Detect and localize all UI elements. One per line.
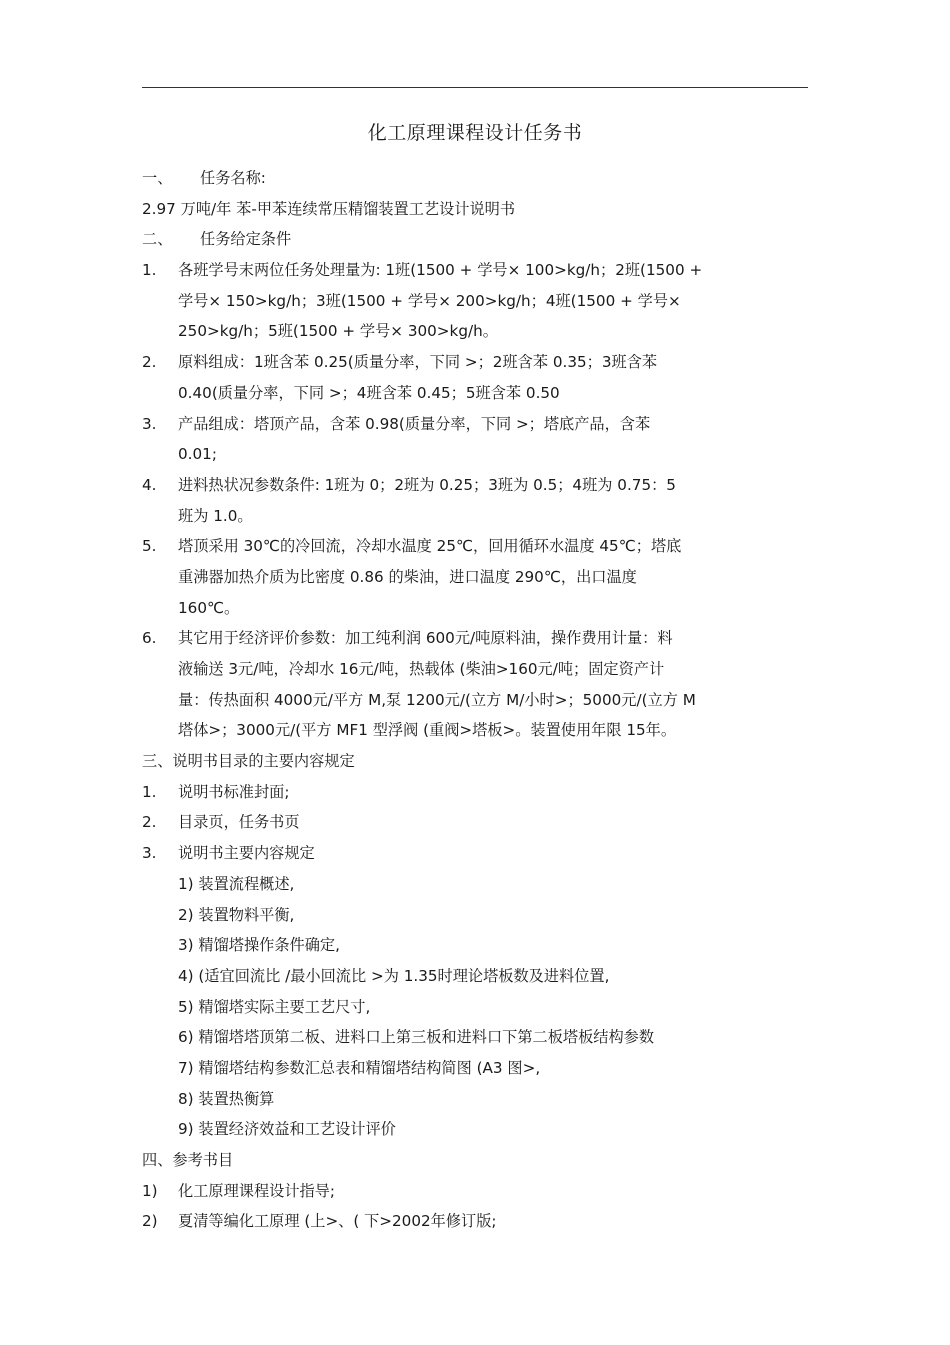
item-text-line: 塔体>；3000元/(平方 MF1 型浮阀 (重阀>塔板>。装置使用年限 15年。 [178,721,677,740]
section-title: 四、参考书目 [142,1151,234,1169]
condition-item-continued [142,286,797,317]
subitem-text: 7) 精馏塔结构参数汇总表和精馏塔结构简图 (A3 图>, [178,1058,541,1077]
toc-subitem [142,992,797,1023]
condition-item-continued [142,378,797,409]
toc-subitem [142,869,797,900]
item-number: 5. [142,537,157,556]
condition-item [142,531,797,562]
item-number: 1) [142,1181,158,1200]
item-text-line: 原料组成：1班含苯 0.25(质量分率，下同 >；2班含苯 0.35；3班含苯 [178,353,658,372]
section-heading-4 [142,1145,797,1176]
item-text-line: 量：传热面积 4000元/平方 M,泵 1200元/(立方 M/小时>；5000元/(立方 M [178,690,696,709]
item-text: 化工原理课程设计指导; [178,1181,335,1200]
subitem-text: 9) 装置经济效益和工艺设计评价 [178,1120,396,1139]
item-number: 4. [142,475,157,494]
toc-item [142,777,797,808]
section-number: 二、 [142,230,173,249]
item-text-line: 液输送 3元/吨，冷却水 16元/吨，热载体 (柴油>160元/吨；固定资产计 [178,660,665,678]
item-text-line: 160℃。 [178,598,240,617]
document-body [142,163,797,1237]
condition-item-continued [142,316,797,347]
toc-subitem [142,1022,797,1053]
condition-item-continued [142,501,797,532]
subitem-text: 1) 装置流程概述, [178,874,295,893]
item-number: 6. [142,629,157,648]
item-text-line: 学号× 150>kg/h；3班(1500 + 学号× 200>kg/h；4班(1500 + 学号× [178,291,681,310]
section-heading-1 [142,163,797,194]
item-text: 夏清等编化工原理 (上>、( 下>2002年修订版; [178,1212,497,1231]
subitem-text: 5) 精馏塔实际主要工艺尺寸, [178,997,371,1016]
document-title: 化工原理课程设计任务书 [367,122,583,144]
condition-item [142,347,797,378]
item-number: 3. [142,414,157,433]
condition-item-continued [142,593,797,624]
item-text-line: 塔顶采用 30℃的冷回流，冷却水温度 25℃，回用循环水温度 45℃；塔底 [178,537,682,556]
condition-item-continued [142,685,797,716]
subitem-text: 4) (适宜回流比 /最小回流比 >为 1.35时理论塔板数及进料位置, [178,966,610,985]
item-number: 1. [142,261,157,280]
item-text-line: 0.40(质量分率，下同 >；4班含苯 0.45；5班含苯 0.50 [178,383,560,402]
item-number: 2) [142,1212,158,1231]
condition-item-continued [142,654,797,685]
subitem-text: 2) 装置物料平衡, [178,905,295,924]
section-number: 一、 [142,169,173,187]
item-text-line: 进料热状况参数条件: 1班为 0；2班为 0.25；3班为 0.5；4班为 0.75：5 [178,475,676,494]
item-number: 2. [142,813,157,832]
top-rule [142,87,808,88]
section-title: 任务给定条件 [200,230,292,249]
section-heading-2 [142,224,797,255]
item-text: 目录页，任务书页 [178,813,300,832]
item-text-line: 各班学号末两位任务处理量为: 1班(1500 + 学号× 100>kg/h；2班(1500 + [178,261,703,280]
toc-subitem [142,1084,797,1115]
reference-item [142,1176,797,1207]
item-text-line: 班为 1.0。 [178,506,253,525]
item-text-line: 0.01; [178,445,217,464]
section-heading-3 [142,746,797,777]
item-text-line: 250>kg/h；5班(1500 + 学号× 300>kg/h。 [178,322,498,341]
toc-subitem [142,1114,797,1145]
item-text-line: 重沸器加热介质为比密度 0.86 的柴油，进口温度 290℃，出口温度 [178,567,637,586]
condition-item [142,623,797,654]
toc-subitem [142,961,797,992]
subitem-text: 6) 精馏塔塔顶第二板、进料口上第三板和进料口下第二板塔板结构参数 [178,1028,655,1047]
subitem-text: 3) 精馏塔操作条件确定, [178,936,340,955]
reference-item [142,1206,797,1237]
task-name [142,194,797,225]
item-number: 2. [142,353,157,372]
condition-item-continued [142,562,797,593]
item-number: 3. [142,844,157,863]
item-text-line: 产品组成：塔顶产品，含苯 0.98(质量分率，下同 >；塔底产品，含苯 [178,414,651,433]
condition-item-continued [142,715,797,746]
condition-item [142,255,797,286]
toc-subitem [142,1053,797,1084]
toc-subitem [142,900,797,931]
item-text: 说明书标准封面; [178,782,290,801]
toc-subitem [142,930,797,961]
item-number: 1. [142,782,157,801]
section-title: 三、说明书目录的主要内容规定 [142,752,355,771]
subitem-text: 8) 装置热衡算 [178,1089,275,1108]
condition-item [142,470,797,501]
item-text-line: 其它用于经济评价参数：加工纯利润 600元/吨原料油，操作费用计量：料 [178,629,673,648]
task-name-text: 2.97 万吨/年 苯-甲苯连续常压精馏装置工艺设计说明书 [142,199,516,218]
toc-item [142,807,797,838]
item-text: 说明书主要内容规定 [178,844,315,863]
toc-item [142,838,797,869]
condition-item-continued [142,439,797,470]
section-title: 任务名称: [200,169,266,187]
condition-item [142,409,797,440]
